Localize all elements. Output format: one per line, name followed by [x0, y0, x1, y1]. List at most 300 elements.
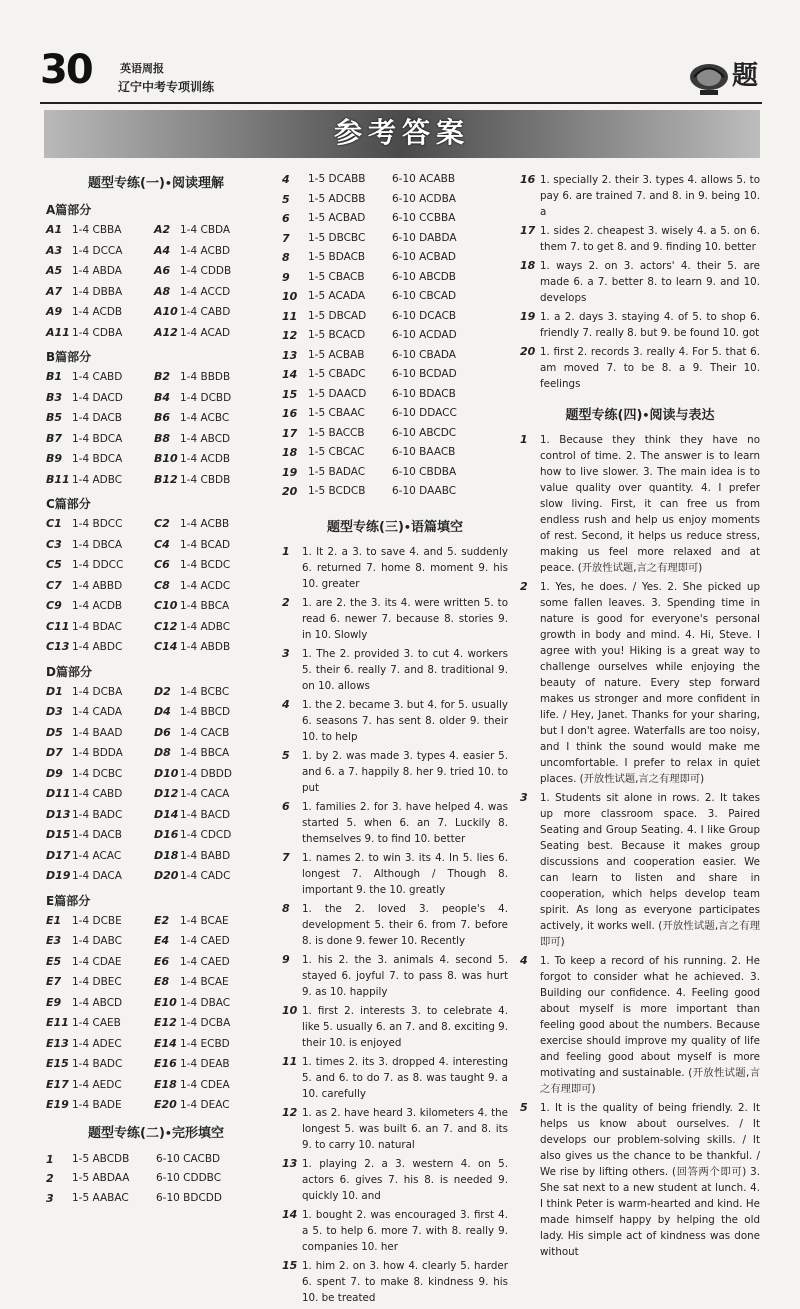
answer-cell — [46, 825, 154, 846]
answer-cell — [46, 866, 154, 887]
expression-item — [520, 579, 760, 787]
answer-second-half: 6-10 CBDBA — [392, 465, 457, 478]
answer-cell — [46, 743, 154, 764]
item-number: D6 — [154, 725, 171, 739]
answer-second-half: 6-10 DDACC — [392, 407, 457, 419]
item-number: 2 — [282, 595, 290, 609]
item-number: E16 — [154, 1057, 177, 1070]
answer-cell — [154, 825, 262, 846]
answer-cell — [46, 952, 154, 973]
item-number: C9 — [46, 599, 62, 612]
fill-answer-list-a — [282, 544, 508, 1306]
item-number: 2 — [520, 580, 528, 593]
item-answer: 1. the 2. became 3. but 4. for 5. usually 6. seasons 7. has sent 8. older 9. their 10. to help — [302, 698, 508, 743]
answer-cell — [46, 1034, 154, 1055]
item-number: 17 — [282, 426, 298, 440]
item-number: 9 — [282, 270, 290, 284]
answer-cell — [46, 302, 154, 323]
answer-cell — [154, 743, 262, 764]
item-answer: 1-4 ABDA — [72, 265, 122, 277]
answer-cell — [46, 993, 154, 1014]
answer-first-half: 1-5 BCDCB — [308, 485, 366, 497]
fill-item — [282, 952, 508, 1000]
item-answer: 1-4 BADE — [72, 1099, 122, 1111]
item-number: E12 — [154, 1016, 177, 1029]
cloze-row — [282, 482, 508, 502]
answer-first-half: 1-5 BCACD — [308, 329, 366, 341]
item-number: B2 — [154, 370, 171, 383]
cloze-row — [282, 365, 508, 385]
item-number: B8 — [154, 431, 171, 445]
item-number: B9 — [46, 452, 63, 465]
page-number: 30 — [40, 47, 92, 93]
item-answer: 1-4 DACD — [72, 391, 123, 404]
answer-cell — [154, 367, 262, 388]
answer-cell — [46, 323, 154, 344]
answer-cell — [46, 596, 154, 617]
answer-cell — [46, 784, 154, 805]
item-answer: 1-4 CACA — [180, 788, 230, 800]
item-answer: 1-4 BBCD — [180, 706, 231, 718]
item-number: C2 — [154, 517, 170, 530]
answer-first-half: 1-5 BACCB — [308, 426, 365, 439]
part-title: B篇部分 — [46, 350, 92, 364]
item-number: 15 — [282, 1258, 298, 1272]
item-number: E7 — [46, 975, 62, 988]
answer-cell — [154, 535, 262, 556]
answer-second-half: 6-10 BCDAD — [392, 368, 457, 380]
item-number: 11 — [282, 1054, 298, 1068]
item-answer: 1-4 CDCD — [180, 829, 232, 841]
section-title-reading: 题型专练(一)•阅读理解 — [88, 176, 224, 191]
item-number: C3 — [46, 537, 62, 551]
item-answer: 1. sides 2. cheapest 3. wisely 4. a 5. on 6. them 7. to get 8. and 9. finding 10. better — [540, 225, 760, 253]
answer-cell — [154, 282, 262, 303]
answer-cell — [46, 470, 154, 491]
answer-grid — [46, 682, 266, 887]
item-number: 11 — [282, 309, 298, 323]
answer-cell — [154, 952, 262, 973]
item-number: B12 — [154, 472, 178, 486]
answer-grid — [46, 514, 266, 658]
item-answer: 1. specially 2. their 3. types 4. allows 5. to pay 6. are trained 7. and 8. in 9. being 10. a — [540, 174, 760, 218]
item-number: C13 — [46, 640, 70, 653]
cloze-answer-list-a — [46, 1150, 266, 1209]
item-number: D15 — [46, 828, 71, 841]
item-answer: 1. Students sit alone in rows. 2. It takes up more classroom space. 3. Paired Seating and Group Seating. 4. I like Group Seating best. Because it makes group discussions and cooperation easier. We can learn to listen and share in cooperation, which helps develop team spirit. As long as everyone participates actively, it works well. (开放性试题,言之有理即可) — [540, 792, 760, 948]
answer-cell — [46, 261, 154, 282]
item-number: A1 — [46, 223, 63, 236]
answer-grid — [46, 911, 266, 1116]
answer-cell — [154, 972, 262, 993]
item-answer: 1-4 ABCD — [72, 996, 123, 1009]
item-answer: 1-4 BBCA — [180, 600, 230, 612]
answer-second-half: 6-10 BDCDD — [156, 1191, 222, 1204]
answer-cell — [46, 576, 154, 597]
item-answer: 1-4 CAED — [180, 935, 230, 947]
fill-item — [282, 544, 508, 592]
answer-cell — [154, 220, 262, 241]
item-answer: 1. him 2. on 3. how 4. clearly 5. harder 6. spent 7. to make 8. kindness 9. his 10. be treated — [302, 1259, 508, 1304]
item-number: 14 — [282, 368, 298, 381]
answer-first-half: 1-5 DAACD — [308, 387, 367, 400]
answer-cell — [154, 576, 262, 597]
item-answer: 1-4 DDCC — [72, 559, 124, 571]
section-title-expression: 题型专练(四)•阅读与表达 — [565, 408, 715, 423]
answer-first-half: 1-5 CBCAC — [308, 446, 365, 458]
expression-item — [520, 953, 760, 1097]
fill-item — [282, 850, 508, 898]
answer-cell — [154, 682, 262, 703]
item-answer: 1-4 BAAD — [72, 726, 123, 739]
item-answer: 1-4 DBAC — [180, 996, 231, 1009]
answer-first-half: 1-5 ACBAB — [308, 348, 365, 361]
answer-cell — [154, 723, 262, 744]
item-number: A8 — [154, 284, 171, 298]
item-number: 12 — [282, 1105, 298, 1119]
item-number: 3 — [520, 791, 528, 804]
item-number: E17 — [46, 1077, 69, 1091]
item-number: E4 — [154, 934, 170, 947]
item-answer: 1-4 BCAE — [180, 976, 229, 988]
item-answer: 1. families 2. for 3. have helped 4. was started 5. when 6. an 7. Luckily 8. themselves 9. to find 10. better — [302, 800, 508, 845]
item-number: C4 — [154, 537, 170, 551]
item-number: C8 — [154, 578, 170, 592]
item-answer: 1-4 BDDA — [72, 747, 123, 759]
cloze-answer-list-b — [282, 170, 508, 502]
item-number: 14 — [282, 1207, 298, 1221]
item-answer: 1-4 ACDB — [72, 600, 123, 612]
item-number: 4 — [282, 697, 290, 711]
item-answer: 1-4 ABBD — [72, 579, 123, 592]
answer-cell — [46, 931, 154, 952]
item-number: 10 — [282, 1003, 298, 1017]
item-number: D13 — [46, 807, 71, 821]
item-answer: 1-4 ACDC — [180, 579, 231, 592]
item-number: 12 — [282, 329, 298, 342]
item-number: E15 — [46, 1057, 69, 1070]
part-title: C篇部分 — [46, 497, 91, 511]
fill-item — [520, 258, 760, 306]
fill-item — [282, 646, 508, 694]
item-answer: 1-4 CBDA — [180, 224, 231, 236]
item-number: C12 — [154, 619, 178, 633]
item-answer: 1-4 DACB — [72, 412, 122, 424]
item-answer: 1-4 BDCC — [72, 518, 123, 530]
item-number: E11 — [46, 1016, 69, 1029]
answer-first-half: 1-5 ABCDB — [72, 1152, 130, 1165]
item-answer: 1. It is the quality of being friendly. 2. It helps us know about ourselves. / It develops our problem-solving skills. / It also gives us the chance to be thankful. / We rise by lifting others. (回答两个即可) 3. She sat next to a new student at lunch. 4. I think Peter is warm-hearted and kind. He made himself happy by helping the old lady. His simple act of kindness was done without — [540, 1102, 760, 1258]
item-number: 3 — [46, 1191, 54, 1205]
item-number: D14 — [154, 807, 179, 821]
item-number: D1 — [46, 684, 63, 698]
answer-cell — [154, 764, 262, 785]
expression-item — [520, 1100, 760, 1260]
answer-cell — [154, 388, 262, 409]
answer-cell — [154, 408, 262, 429]
cloze-row — [282, 307, 508, 327]
item-number: D5 — [46, 725, 63, 739]
item-number: D9 — [46, 766, 63, 780]
item-answer: 1. are 2. the 3. its 4. were written 5. to read 6. newer 7. because 8. stories 9. in 10. Slowly — [302, 596, 508, 641]
fill-item — [282, 748, 508, 796]
item-answer: 1-4 DBBA — [72, 285, 123, 298]
item-number: E19 — [46, 1098, 69, 1111]
answer-grid — [46, 220, 266, 343]
item-answer: 1-4 ABDC — [72, 641, 123, 653]
part-title: A篇部分 — [46, 203, 92, 217]
item-answer: 1-4 BABD — [180, 849, 231, 862]
answer-cell — [46, 429, 154, 450]
cloze-row — [282, 190, 508, 210]
item-answer: 1-4 DCBA — [180, 1017, 231, 1029]
cloze-row — [282, 287, 508, 307]
answer-cell — [154, 866, 262, 887]
answer-second-half: 6-10 BDACB — [392, 387, 456, 400]
item-number: E2 — [154, 913, 170, 927]
item-answer: 1-4 ACCD — [180, 285, 231, 298]
answer-second-half: 6-10 DAABC — [392, 485, 457, 497]
item-answer: 1. a 2. days 3. staying 4. of 5. to shop 6. friendly 7. really 8. but 9. be found 10. got — [540, 311, 760, 339]
fill-item — [282, 1054, 508, 1102]
item-number: 9 — [282, 952, 290, 966]
cloze-row — [46, 1150, 266, 1170]
answer-cell — [46, 764, 154, 785]
item-answer: 1-4 CACB — [180, 726, 230, 739]
item-number: B7 — [46, 431, 63, 445]
answer-cell — [154, 784, 262, 805]
item-answer: 1-4 DBEC — [72, 976, 122, 988]
item-number: 5 — [282, 192, 290, 206]
item-answer: 1-4 CABD — [72, 371, 123, 383]
item-answer: 1. Because they think they have no control of time. 2. The answer is to learn how to live slower. 3. The main idea is to value quality over quantity. 4. I prefer slow living. First, it can free us from endless rush and help us enjoy moments of rest. Second, it helps us reduce stress, making us feel more relaxed and at peace. (开放性试题,言之有理即可) — [540, 434, 760, 574]
answer-second-half: 6-10 CBCAD — [392, 290, 457, 302]
publication-subtitle: 辽宁中考专项训练 — [118, 80, 215, 94]
answer-cell — [46, 555, 154, 576]
item-answer: 1-4 CDAE — [72, 955, 122, 968]
item-number: 19 — [282, 465, 298, 479]
answer-cell — [46, 846, 154, 867]
item-number: C1 — [46, 517, 62, 530]
item-number: B3 — [46, 390, 63, 404]
item-number: E8 — [154, 975, 170, 988]
item-answer: 1. as 2. have heard 3. kilometers 4. the longest 5. was built 6. an 7. and 8. its 9. to carry 10. natural — [302, 1106, 508, 1151]
item-answer: 1-4 CAED — [180, 955, 230, 968]
item-answer: 1-4 DCBD — [180, 391, 232, 404]
item-number: 2 — [46, 1172, 54, 1185]
fill-item — [282, 1003, 508, 1051]
answer-second-half: 6-10 ACBAD — [392, 251, 456, 263]
publication-name: 英语周报 — [120, 62, 164, 75]
answer-first-half: 1-5 ADCBB — [308, 192, 366, 205]
item-answer: 1-4 DBCA — [72, 538, 123, 551]
fill-item — [520, 344, 760, 392]
item-answer: 1-4 BADC — [72, 808, 123, 821]
column-fill-expression — [520, 172, 760, 1263]
cloze-row — [282, 209, 508, 229]
item-answer: 1-4 ACAD — [180, 326, 231, 339]
item-number: 1 — [46, 1152, 54, 1166]
answer-cell — [46, 1075, 154, 1096]
item-number: 8 — [282, 251, 290, 264]
answer-second-half: 6-10 CDDBC — [156, 1172, 222, 1184]
answer-first-half: 1-5 DBCAD — [308, 309, 367, 322]
item-number: 6 — [282, 212, 290, 225]
answer-first-half: 1-5 DCABB — [308, 173, 366, 185]
fill-item — [282, 1207, 508, 1255]
item-answer: 1-4 DCCA — [72, 244, 123, 257]
item-number: C11 — [46, 619, 70, 633]
item-number: 13 — [282, 348, 298, 362]
answer-first-half: 1-5 BADAC — [308, 465, 366, 478]
fill-item — [520, 172, 760, 220]
item-number: 15 — [282, 387, 298, 401]
item-answer: 1-4 CABD — [72, 788, 123, 800]
item-number: 18 — [282, 446, 298, 459]
answer-cell — [154, 514, 262, 535]
answer-cell — [46, 514, 154, 535]
item-answer: 1-4 AEDC — [72, 1078, 122, 1091]
answer-cell — [154, 261, 262, 282]
item-answer: 1-4 BDAC — [72, 620, 122, 633]
item-number: D20 — [154, 869, 179, 882]
item-number: D11 — [46, 787, 71, 800]
item-answer: 1-4 ACAC — [72, 849, 122, 862]
item-number: 19 — [520, 310, 536, 323]
answer-first-half: 1-5 DBCBC — [308, 231, 366, 244]
item-number: A6 — [154, 264, 171, 277]
fill-item — [282, 1156, 508, 1204]
answer-cell — [46, 1054, 154, 1075]
item-answer: 1-4 CBDB — [180, 473, 231, 486]
item-number: E18 — [154, 1077, 177, 1091]
item-number: C5 — [46, 558, 62, 571]
item-answer: 1-4 ACDB — [72, 306, 123, 318]
item-answer: 1-4 BCBC — [180, 685, 230, 698]
answer-first-half: 1-5 BDACB — [308, 251, 366, 263]
item-number: A3 — [46, 243, 63, 257]
fill-item — [282, 697, 508, 745]
answer-second-half: 6-10 DABDA — [392, 231, 457, 244]
item-number: D10 — [154, 766, 179, 780]
fill-answer-list-b — [520, 172, 760, 392]
answer-second-half: 6-10 ACABB — [392, 173, 456, 185]
answer-cell — [154, 323, 262, 344]
cloze-row — [46, 1189, 266, 1209]
item-answer: 1. Yes, he does. / Yes. 2. She picked up some fallen leaves. 3. Spending time in nature is good for everyone's personal growth in body and mind. 4. Hi, Steve. I agree with you! Hiking is a great way to challenge ourselves while enjoying the beauty of nature. Every step forward makes us stronger and more confident in life. / Hey, Janet. Thanks for your sharing, but I don't agree. Waterfalls are too noisy, and I think the sound would make me uncomfortable. I prefer to relax in quiet places. (开放性试题,言之有理即可) — [540, 581, 760, 785]
item-answer: 1. playing 2. a 3. western 4. on 5. actors 6. gives 7. his 8. is needed 9. quickly 10. and — [302, 1157, 508, 1202]
item-number: 5 — [282, 748, 290, 762]
item-answer: 1-4 DABC — [72, 935, 122, 947]
answer-second-half: 6-10 CCBBA — [392, 212, 456, 224]
item-number: A5 — [46, 264, 63, 277]
cloze-row — [282, 404, 508, 424]
answer-second-half: 6-10 CBADA — [392, 348, 456, 361]
item-number: A10 — [154, 305, 178, 318]
item-answer: 1. It 2. a 3. to save 4. and 5. suddenly 6. returned 7. home 8. moment 9. his 10. greater — [302, 545, 508, 590]
answer-second-half: 6-10 ACDAD — [392, 329, 457, 341]
item-number: 10 — [282, 290, 298, 303]
answer-cell — [46, 1095, 154, 1116]
item-number: A4 — [154, 243, 171, 257]
answer-cell — [46, 1013, 154, 1034]
item-number: E3 — [46, 934, 62, 947]
answer-second-half: 6-10 BAACB — [392, 446, 456, 458]
item-answer: 1-4 CBBA — [72, 224, 122, 236]
item-number: E10 — [154, 995, 177, 1009]
item-number: B11 — [46, 472, 70, 486]
item-number: 1 — [282, 544, 290, 558]
answer-cell — [154, 555, 262, 576]
banner-title: 参考答案 — [333, 116, 470, 149]
item-answer: 1-4 ECBD — [180, 1037, 230, 1050]
answer-cell — [46, 241, 154, 262]
item-answer: 1-4 BACD — [180, 808, 231, 821]
item-answer: 1-4 CDBA — [72, 326, 123, 339]
item-number: 18 — [520, 259, 536, 272]
item-number: 17 — [520, 224, 536, 237]
item-answer: 1-4 CABD — [180, 306, 231, 318]
answer-cell — [46, 408, 154, 429]
answer-cell — [46, 535, 154, 556]
item-number: 3 — [282, 646, 290, 660]
answer-cell — [46, 682, 154, 703]
answer-cell — [154, 470, 262, 491]
item-answer: 1. the 2. loved 3. people's 4. development 5. their 6. from 7. before 8. is done 9. fewer 10. Recently — [302, 902, 508, 947]
answer-cell — [154, 1034, 262, 1055]
item-answer: 1-4 ADEC — [72, 1037, 122, 1050]
item-number: D12 — [154, 787, 179, 800]
column-cloze-fill — [282, 170, 508, 1309]
item-answer: 1. names 2. to win 3. its 4. In 5. lies 6. longest 7. Although / Though 8. important 9. the 10. greatly — [302, 851, 508, 896]
item-number: A2 — [154, 223, 171, 236]
item-number: A9 — [46, 305, 63, 318]
item-answer: 1-4 ABCD — [180, 432, 231, 445]
fill-item — [282, 901, 508, 949]
item-number: 20 — [520, 345, 536, 358]
item-number: D8 — [154, 746, 171, 759]
item-answer: 1. first 2. records 3. really 4. For 5. that 6. am moved 7. to be 8. a 9. Their 10. feelings — [540, 346, 760, 390]
answer-cell — [154, 993, 262, 1014]
item-answer: 1-4 DCBE — [72, 914, 122, 927]
answer-second-half: 6-10 ABCDC — [392, 426, 457, 439]
item-number: 1 — [520, 433, 528, 446]
item-number: E20 — [154, 1098, 177, 1111]
cloze-row — [282, 326, 508, 346]
item-number: 20 — [282, 485, 298, 498]
answer-second-half: 6-10 ABCDB — [392, 270, 456, 283]
item-answer: 1-4 ACBC — [180, 412, 230, 424]
item-number: E1 — [46, 913, 62, 927]
item-answer: 1. To keep a record of his running. 2. He forgot to consider what he achieved. 3. Building our confidence. 4. Feeling good about myself is more important than feeling good about the numbers. Because exercise should improve my quality of life and feeling good about myself is more motivating and sustainable. (开放性试题,言之有理即可) — [540, 955, 760, 1095]
column-reading — [46, 170, 266, 1208]
item-answer: 1-4 ACBB — [180, 518, 230, 530]
item-number: 4 — [520, 954, 528, 967]
item-answer: 1-4 ACDB — [180, 453, 231, 465]
section-title-fill: 题型专练(三)•语篇填空 — [327, 519, 463, 535]
answer-cell — [154, 637, 262, 658]
answer-cell — [154, 1013, 262, 1034]
item-number: D16 — [154, 828, 179, 841]
fill-item — [282, 595, 508, 643]
item-number: D3 — [46, 705, 63, 718]
answer-cell — [154, 1075, 262, 1096]
item-number: 13 — [282, 1156, 298, 1170]
item-number: A11 — [46, 325, 70, 339]
item-number: 4 — [282, 173, 290, 186]
item-number: D4 — [154, 705, 171, 718]
item-answer: 1-4 CAEB — [72, 1017, 121, 1029]
